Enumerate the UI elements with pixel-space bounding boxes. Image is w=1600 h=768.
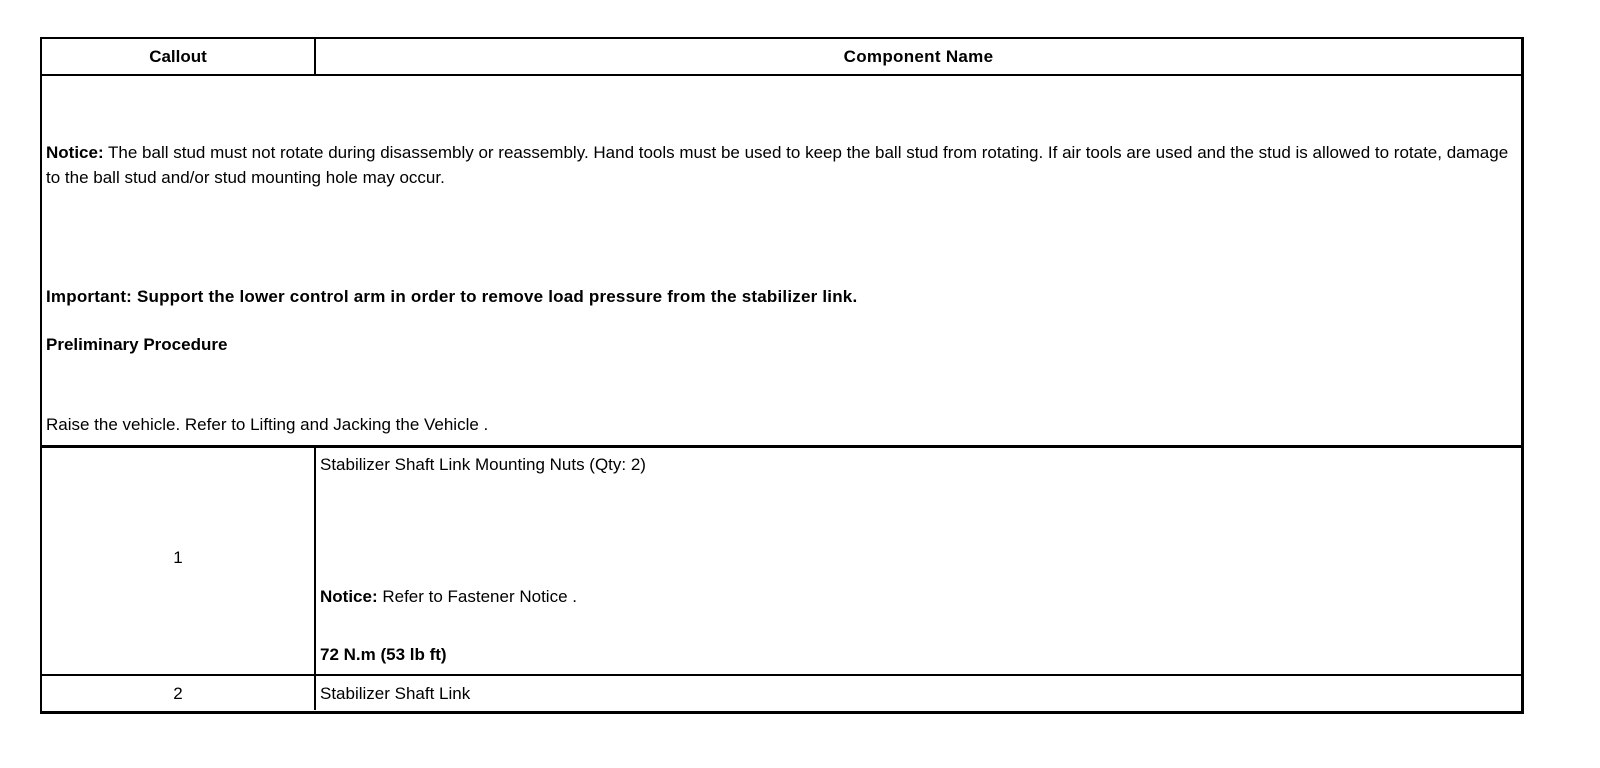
table-row bbox=[42, 448, 1521, 676]
notice-text: The ball stud must not rotate during disassembly or reassembly. Hand tools must be used to keep the ball stud from rotating. If air tools are used and the stud is allowed to rotate, damage to the ball stud and/or stud mounting hole may occur. bbox=[46, 143, 1509, 187]
raise-vehicle-text: Raise the vehicle. Refer to Lifting and Jacking the Vehicle . bbox=[46, 415, 489, 434]
header-callout: Callout bbox=[149, 47, 207, 66]
notice-text: Refer to Fastener Notice . bbox=[377, 587, 577, 606]
callout-number: 2 bbox=[173, 684, 183, 703]
preliminary-procedure-heading: Preliminary Procedure bbox=[46, 335, 228, 354]
intro-row bbox=[42, 76, 1521, 448]
component-name: Stabilizer Shaft Link bbox=[320, 684, 471, 703]
fastener-notice bbox=[320, 586, 1515, 608]
notice-paragraph bbox=[46, 140, 1515, 190]
torque-spec: 72 N.m (53 lb ft) bbox=[320, 645, 447, 664]
table-header-row bbox=[42, 39, 1521, 76]
header-component-name: Component Name bbox=[843, 47, 994, 66]
column-divider bbox=[314, 448, 316, 674]
notice-label: Notice: bbox=[46, 143, 104, 162]
callout-number: 1 bbox=[173, 548, 183, 567]
component-table bbox=[40, 37, 1524, 714]
column-divider bbox=[314, 676, 316, 710]
important-paragraph: Important: Support the lower control arm in order to remove load pressure from the stabilizer link. bbox=[46, 287, 858, 306]
notice-label: Notice: bbox=[320, 587, 378, 606]
component-name: Stabilizer Shaft Link Mounting Nuts (Qty: 2) bbox=[320, 455, 646, 474]
table-row bbox=[42, 676, 1521, 713]
